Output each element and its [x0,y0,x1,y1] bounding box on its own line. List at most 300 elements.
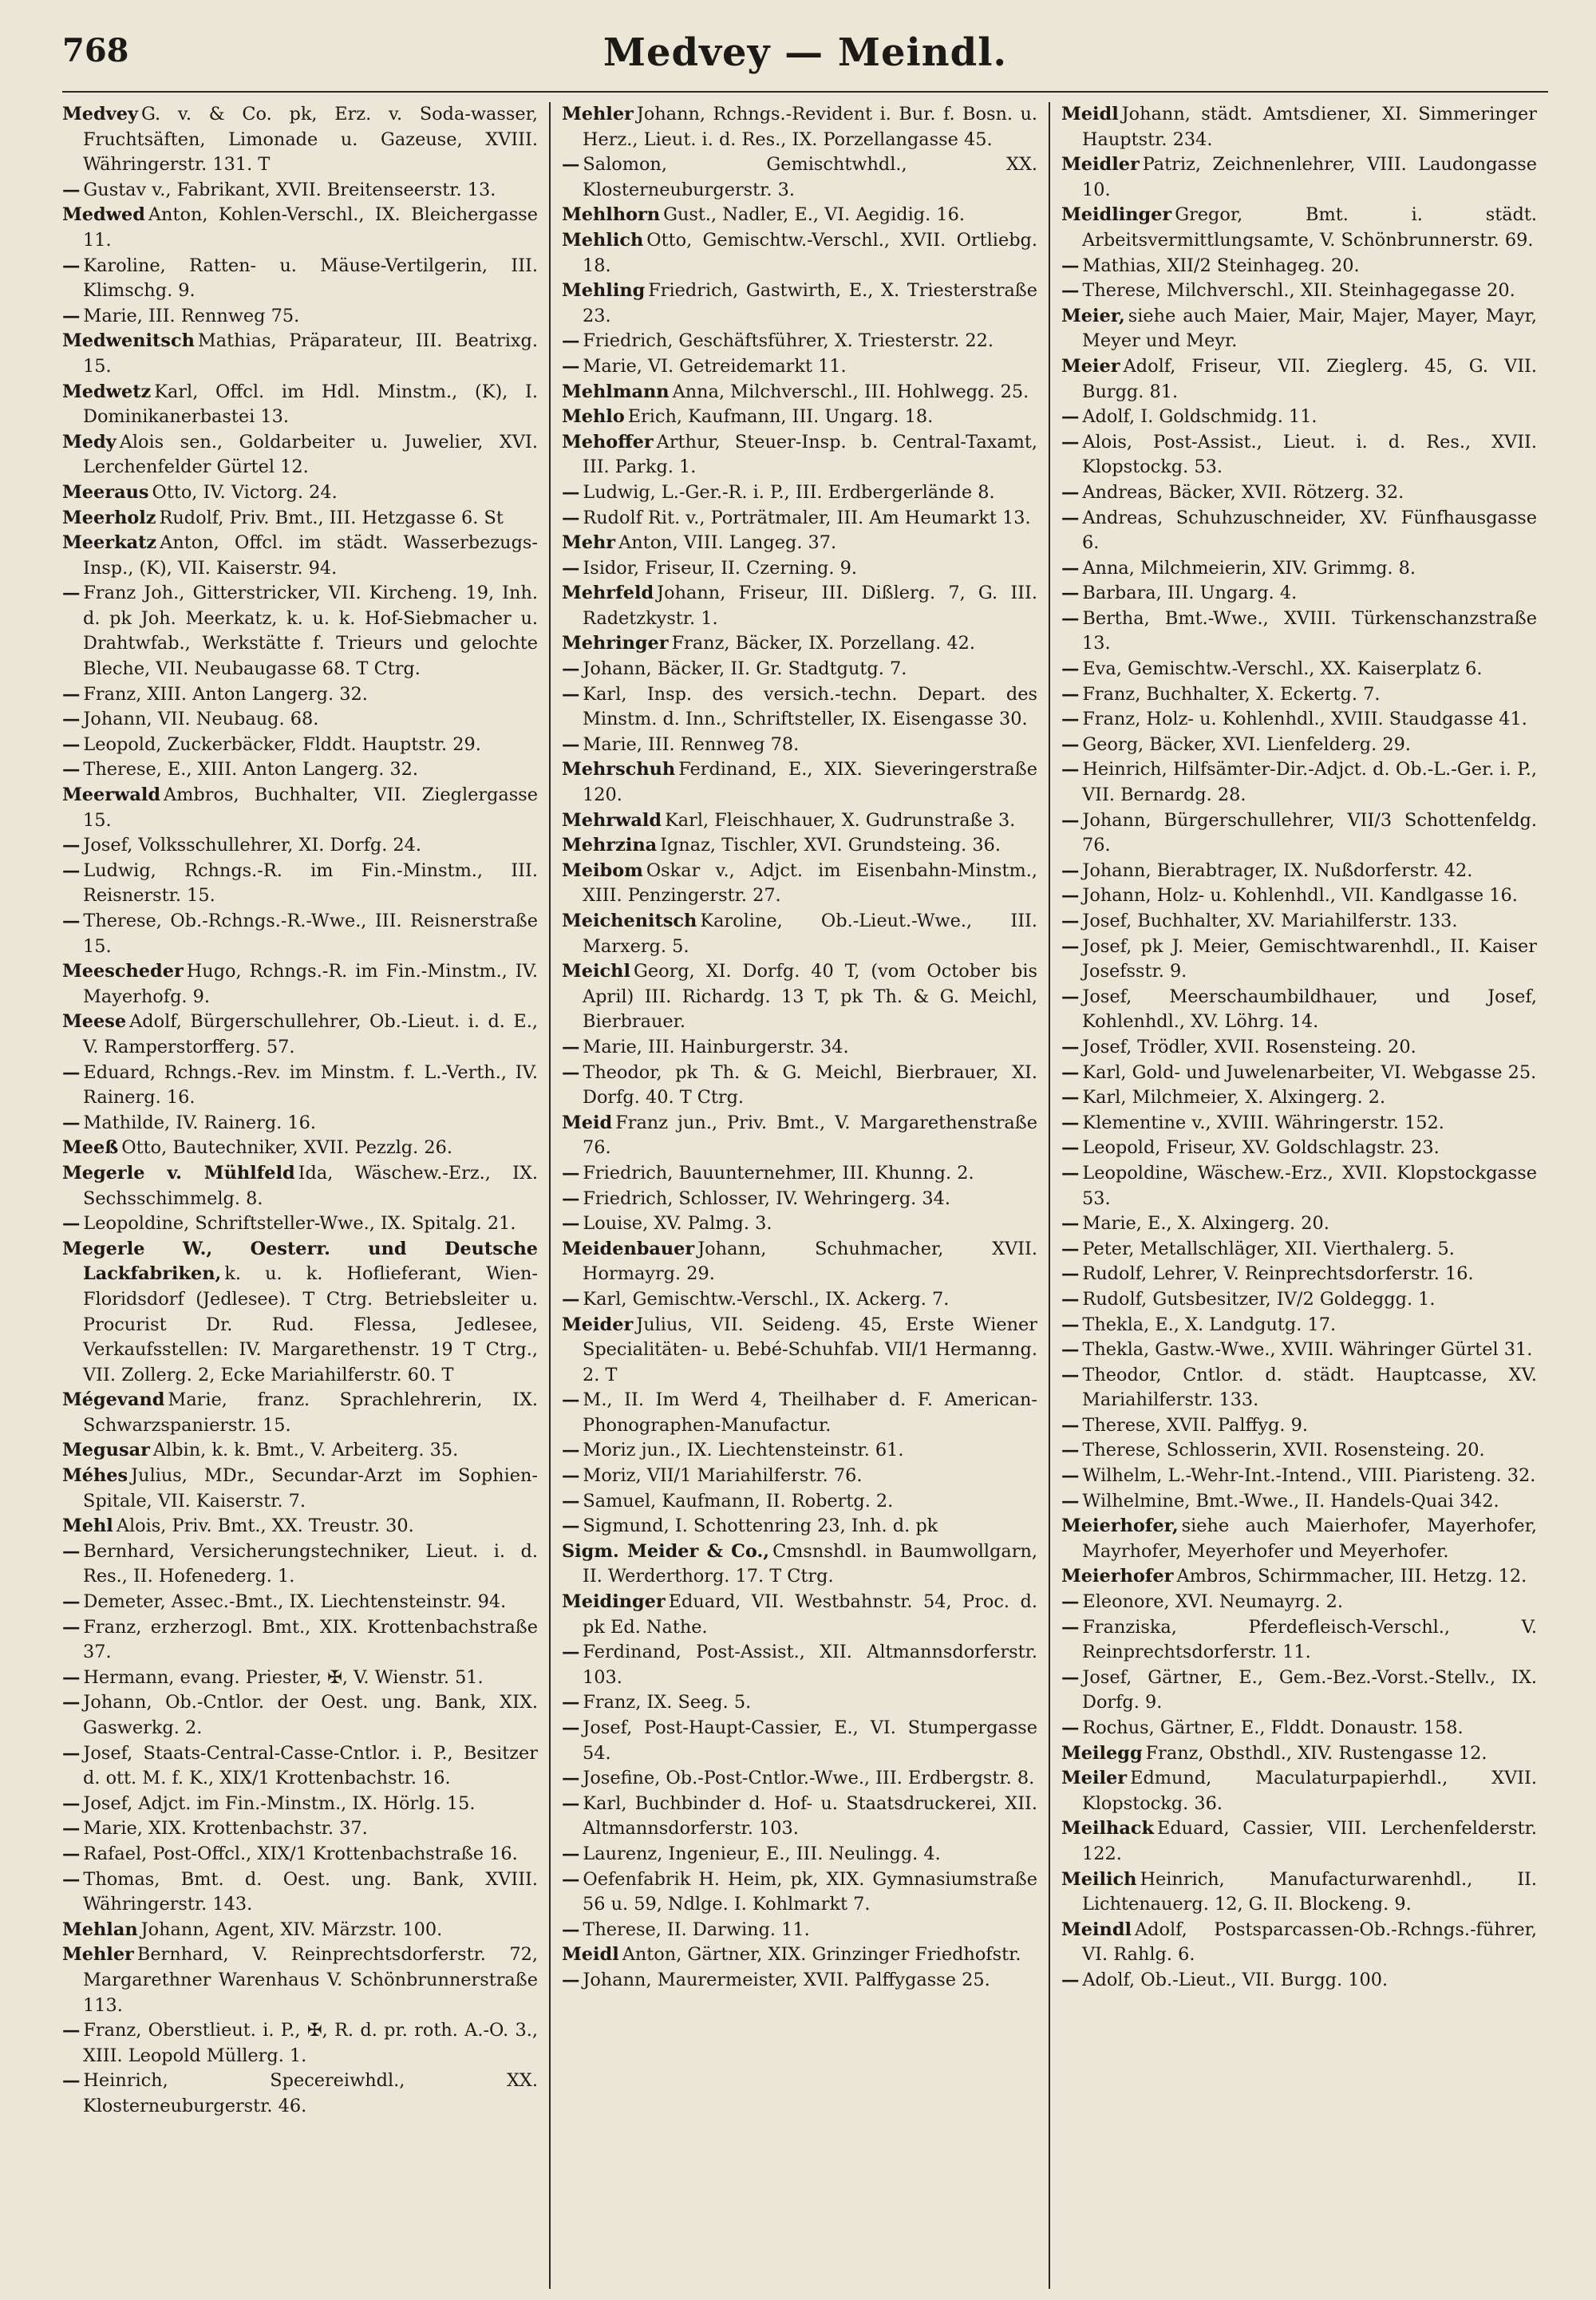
entry-name: Medwenitsch [62,330,195,352]
directory-entry [1061,909,1537,935]
entry-text: Peter, Metallschläger, XII. Vierthalerg. 5. [1082,1238,1455,1259]
entry-text: Johann, Schuhmacher, XVII. Hormayrg. 29. [583,1238,1037,1285]
directory-entry [562,909,1037,959]
entry-name: Meidler [1061,154,1140,176]
directory-entry [1061,1211,1537,1237]
entry-name: Meibom [562,860,643,881]
directory-entry [62,2069,538,2119]
entry-name: — [1061,1969,1080,1990]
entry-text: Anna, Milchverschl., III. Hohlwegg. 25. [672,381,1029,402]
entry-text: Leopoldine, Wäschew.-Erz., XVII. Klopstockgasse 53. [1082,1162,1537,1209]
entry-text: Franz, Buchhalter, X. Eckertg. 7. [1082,683,1381,705]
directory-entry [1061,1489,1537,1515]
entry-text: Gustav v., Fabrikant, XVII. Breitenseerstr. 13. [83,179,496,200]
directory-entry [562,581,1037,631]
entry-text: Johann, Friseur, III. Dißlerg. 7, G. III. Radetzkystr. 1. [583,583,1037,629]
entry-name: — [1061,1591,1080,1613]
entry-name: Sigm. Meider & Co., [562,1540,770,1562]
directory-entry [562,1489,1037,1515]
entry-text: Rudolf, Gutsbesitzer, IV/2 Goldeggg. 1. [1082,1288,1436,1310]
directory-entry [562,1640,1037,1690]
entry-text: Gust., Nadler, E., VI. Aegidig. 16. [663,204,965,226]
entry-text: Ida, Wäschew.-Erz., IX. Sechsschimmelg. 8. [83,1162,538,1209]
directory-entry [562,1237,1037,1287]
entry-text: Therese, II. Darwing. 11. [583,1919,810,1940]
entry-name: — [562,1465,580,1487]
entry-name: — [1061,481,1080,503]
directory-entry [562,833,1037,859]
entry-text: siehe auch Maier, Mair, Majer, Mayer, Mayr, Meyer und Meyr. [1082,305,1537,352]
entry-text: Therese, Schlosserin, XVII. Rosensteing. 20. [1082,1440,1485,1461]
entry-name: — [562,1768,580,1789]
entry-name: — [1061,1112,1080,1133]
entry-text: Josef, Adjct. im Fin.-Minstm., IX. Hörlg. 15. [83,1792,476,1814]
directory-entry [62,203,538,253]
directory-entry [62,1842,538,1867]
directory-entry [562,354,1037,380]
entry-text: Karl, Milchmeier, X. Alxingerg. 2. [1082,1087,1386,1109]
directory-entry [62,1741,538,1792]
page-number: 768 [62,32,129,69]
entry-name: Meerwald [62,784,161,806]
entry-text: Eduard, VII. Westbahnstr. 54, Proc. d. pk Ed. Nathe. [583,1591,1037,1638]
entry-text: Sigmund, I. Schottenring 23, Inh. d. pk [583,1516,938,1537]
entry-name: — [562,1061,580,1083]
entry-text: Wilhelmine, Bmt.-Wwe., II. Handels-Quai 342. [1082,1490,1499,1512]
entry-text: Johann, VII. Neubaug. 68. [83,709,319,730]
directory-entry [62,506,538,532]
entry-text: Bernhard, Versicherungstechniker, Lieut. i. d. Res., II. Hofenederg. 1. [83,1540,538,1587]
entry-text: Therese, XVII. Palffyg. 9. [1082,1414,1309,1436]
entry-name: — [562,1516,580,1537]
entry-text: Johann, Bierabtrager, IX. Nußdorferstr. 42. [1082,860,1473,881]
entry-name: — [1061,1036,1080,1057]
directory-entry [62,102,538,178]
directory-entry [562,733,1037,758]
entry-name: — [1061,1616,1080,1638]
directory-entry [62,859,538,909]
entry-name: — [562,355,580,377]
entry-name: Mehlmann [562,381,670,402]
entry-text: Leopold, Zuckerbäcker, Flddt. Hauptstr. 29. [83,733,481,755]
entry-text: Marie, III. Hainburgerstr. 34. [583,1036,849,1057]
entry-name: — [562,1389,580,1411]
entry-name: — [62,583,81,604]
entry-text: Eva, Gemischtw.-Verschl., XX. Kaiserplatz 6. [1082,658,1483,680]
entry-text: Bertha, Bmt.-Wwe., XVIII. Türkenschanzstraße 13. [1082,607,1537,654]
entry-text: Adolf, Postsparcassen-Ob.-Rchngs.-führer, VI. Rahlg. 6. [1082,1919,1537,1966]
entry-text: Andreas, Bäcker, XVII. Rötzerg. 32. [1082,481,1404,503]
entry-name: Mehlich [562,229,644,251]
entry-text: Hugo, Rchngs.-R. im Fin.-Minstm., IV. Mayerhofg. 9. [83,961,538,1007]
entry-name: — [562,1717,580,1738]
entry-name: Mehrschuh [562,759,676,780]
directory-entry [1061,808,1537,859]
entry-text: Erich, Kaufmann, III. Ungarg. 18. [627,406,934,428]
entry-text: Eduard, Cassier, VIII. Lerchenfelderstr. 122. [1082,1818,1537,1864]
entry-name: — [562,1919,580,1940]
entry-name: — [1061,1490,1080,1512]
entry-name: — [562,1213,580,1235]
directory-entry [562,102,1037,152]
entry-name: Meichl [562,961,630,982]
directory-entry [562,757,1037,808]
entry-name: Mehlo [562,406,625,428]
entry-text: Leopoldine, Schriftsteller-Wwe., IX. Spitalg. 21. [83,1213,516,1235]
entry-text: Arthur, Steuer-Insp. b. Central-Taxamt, III. Parkg. 1. [583,431,1037,478]
entry-text: Gregor, Bmt. i. städt. Arbeitsvermittlungsamte, V. Schönbrunnerstr. 69. [1082,204,1537,251]
entry-name: — [1061,1087,1080,1109]
entry-name: Meilhack [1061,1818,1154,1840]
directory-entry [1061,1564,1537,1590]
entry-name: — [1061,1339,1080,1361]
entry-name: Meichenitsch [562,911,697,931]
entry-text: Marie, franz. Sprachlehrerin, IX. Schwarzspanierstr. 15. [83,1389,538,1436]
directory-entry [62,1590,538,1615]
directory-entry [1061,1313,1537,1338]
directory-entry [1061,607,1537,657]
entry-name: Meierhofer [1061,1566,1174,1587]
directory-entry [562,279,1037,329]
entry-name: Meilegg [1061,1742,1143,1764]
entry-text: Alois, Post-Assist., Lieut. i. d. Res., XVII. Klopstockg. 53. [1082,431,1537,478]
directory-entry [62,1867,538,1918]
entry-name: — [62,1792,81,1814]
entry-name: Medwetz [62,381,152,402]
directory-entry [562,959,1037,1035]
entry-text: Ferdinand, Post-Assist., XII. Altmannsdorferstr. 103. [583,1642,1037,1688]
directory-entry [1061,480,1537,506]
entry-name: — [1061,1213,1080,1235]
entry-text: Rudolf, Priv. Bmt., III. Hetzgasse 6. St [159,507,504,528]
directory-entry [562,1590,1037,1640]
entry-name: Meeraus [62,481,149,503]
directory-entry [1061,859,1537,884]
entry-name: — [562,1868,580,1890]
entry-name: Meerkatz [62,532,157,554]
entry-name: — [62,255,81,276]
entry-text: siehe auch Maierhofer, Mayerhofer, Mayrhofer, Meyerhofer und Meyerhofer. [1082,1516,1537,1562]
entry-text: Edmund, Maculaturpapierhdl., XVII. Klopstockg. 36. [1082,1768,1537,1814]
entry-text: Rochus, Gärtner, E., Flddt. Donaustr. 158. [1082,1717,1464,1738]
entry-name: — [62,733,81,755]
entry-name: Mehrzina [562,835,658,856]
entry-text: Adolf, I. Goldschmidg. 11. [1082,406,1317,428]
entry-text: Mathias, XII/2 Steinhageg. 20. [1082,255,1360,276]
entry-name: — [1061,1263,1080,1285]
entry-text: Hermann, evang. Priester, ✠, V. Wienstr. 51. [83,1666,484,1688]
directory-entry [1061,1741,1537,1767]
directory-entry [62,1388,538,1438]
directory-entry [62,682,538,708]
directory-entry [562,859,1037,909]
entry-text: Patriz, Zeichnenlehrer, VIII. Laudongasse 10. [1082,154,1537,200]
directory-entry [62,1690,538,1741]
directory-entry [1061,102,1537,152]
entry-name: Mehringer [562,633,669,654]
entry-text: Therese, Ob.-Rchngs.-R.-Wwe., III. Reisnerstraße 15. [83,911,538,957]
directory-entry [562,1211,1037,1237]
directory-entry [562,405,1037,430]
entry-text: Leopold, Friseur, XV. Goldschlagstr. 23. [1082,1137,1440,1159]
entry-name: Meidinger [562,1591,666,1613]
entry-text: Marie, VI. Getreidemarkt 11. [583,355,847,377]
entry-text: Wilhelm, L.-Wehr-Int.-Intend., VIII. Piaristeng. 32. [1082,1465,1536,1487]
entry-name: — [1061,507,1080,528]
entry-name: Meierhofer, [1061,1516,1179,1537]
entry-name: Meider [562,1314,634,1335]
directory-entry [1061,707,1537,733]
directory-entry [1061,1968,1537,1994]
entry-text: Ludwig, Rchngs.-R. im Fin.-Minstm., III. Reisnerstr. 15. [83,860,538,907]
directory-entry [1061,1262,1537,1287]
directory-entry [62,783,538,833]
entry-name: — [62,683,81,705]
entry-name: — [562,154,580,176]
directory-entry [562,1514,1037,1539]
entry-name: Meier, [1061,305,1125,326]
entry-text: Georg, Bäcker, XVI. Lienfelderg. 29. [1082,733,1411,755]
entry-name: — [62,1616,81,1638]
entry-name: Méhes [62,1465,128,1487]
directory-entry [1061,405,1537,430]
entry-name: — [1061,431,1080,452]
entry-text: Louise, XV. Palmg. 3. [583,1213,772,1235]
directory-entry [562,228,1037,279]
entry-text: Therese, E., XIII. Anton Langerg. 32. [83,759,419,780]
directory-entry [1061,1918,1537,1968]
entry-text: Julius, VII. Seideng. 45, Erste Wiener Specialitäten- u. Bebé-Schuhfab. VII/1 Hermanng. 2. T [583,1314,1037,1385]
entry-name: — [62,835,81,856]
directory-entry [562,1968,1037,1994]
entry-name: Medwed [62,204,145,226]
directory-entry [1061,883,1537,909]
entry-name: — [562,1490,580,1512]
entry-text: Karl, Offcl. im Hdl. Minstm., (K), I. Dominikanerbastei 13. [83,381,538,428]
entry-name: — [62,179,81,200]
entry-name: — [1061,986,1080,1007]
entry-name: Meerholz [62,507,156,528]
entry-text: Adolf, Friseur, VII. Zieglerg. 45, G. VII. Burgg. 81. [1082,355,1537,402]
directory-entry [562,152,1037,203]
entry-text: Karl, Gemischtw.-Verschl., IX. Ackerg. 7. [583,1288,950,1310]
entry-name: Meidl [562,1944,619,1966]
entry-text: Theodor, Cntlor. d. städt. Hauptcasse, XV. Mariahilferstr. 133. [1082,1364,1537,1411]
entry-name: — [62,1868,81,1890]
entry-name: Mehrwald [562,809,662,831]
directory-entry [562,1035,1037,1061]
entry-text: Thomas, Bmt. d. Oest. ung. Bank, XVIII. Währingerstr. 143. [83,1868,538,1915]
directory-entry [562,631,1037,657]
entry-text: Eleonore, XVI. Neumayrg. 2. [1082,1591,1344,1613]
entry-text: Anton, Gärtner, XIX. Grinzinger Friedhofstr. [622,1944,1021,1966]
entry-name: — [1061,1666,1080,1688]
entry-text: Johann, Bürgerschullehrer, VII/3 Schottenfeldg. 76. [1082,809,1537,856]
entry-name: — [562,1969,580,1990]
entry-name: Meilich [1061,1868,1137,1890]
directory-entry [1061,1590,1537,1615]
entry-name: Meidlinger [1061,204,1172,226]
directory-entry [1061,304,1537,354]
directory-entry [62,430,538,480]
entry-text: Ferdinand, E., XIX. Sieveringerstraße 120. [583,759,1037,806]
entry-text: Marie, XIX. Krottenbachstr. 37. [83,1818,368,1840]
entry-name: — [62,1843,81,1864]
entry-name: — [62,709,81,730]
entry-name: Medy [62,431,117,452]
entry-text: Johann, Agent, XIV. Märzstr. 100. [140,1919,443,1940]
entry-name: — [562,330,580,352]
entry-name: — [1061,658,1080,680]
entry-name: — [62,1818,81,1840]
entry-name: — [1061,1440,1080,1461]
directory-entry [1061,682,1537,708]
entry-text: Otto, Bautechniker, XVII. Pezzlg. 26. [121,1137,452,1159]
entry-name: — [1061,935,1080,957]
entry-name: — [1061,885,1080,907]
directory-entry [562,1690,1037,1716]
directory-entry [1061,581,1537,607]
directory-entry [1061,1438,1537,1464]
entry-text: Franz jun., Priv. Bmt., V. Margarethenstraße 76. [583,1112,1037,1159]
entry-name: Mehrfeld [562,583,654,604]
entry-text: Moriz jun., IX. Liechtensteinstr. 61. [583,1440,904,1461]
directory-entry [562,1464,1037,1489]
entry-name: — [1061,809,1080,831]
entry-name: — [1061,255,1080,276]
directory-entry [1061,657,1537,682]
entry-text: Ignaz, Tischler, XVI. Grundsteing. 36. [660,835,1001,856]
entry-name: — [1061,607,1080,629]
directory-entry [1061,152,1537,203]
directory-entry [1061,1111,1537,1136]
directory-entry [562,480,1037,506]
entry-text: Josefine, Ob.-Post-Cntlor.-Wwe., III. Erdbergstr. 8. [583,1768,1035,1789]
entry-name: — [1061,709,1080,730]
entry-name: Mehl [62,1516,113,1537]
entry-name: — [1061,1238,1080,1259]
entry-name: — [562,1036,580,1057]
directory-entry [1061,757,1537,808]
entry-text: k. u. k. Hoflieferant, Wien-Floridsdorf (Jedlesee). T Ctrg. Betriebsleiter u. Procurist Dr. Rud. Flessa, Jedlesee, Verkaufsstellen: IV. Margarethenstr. 19 T Ctrg., VII. Zollerg. 2, Ecke Mariahilferstr. 60. T [83,1263,538,1385]
entry-name: — [1061,1364,1080,1385]
entry-text: Friedrich, Bauunternehmer, III. Khunng. 2. [583,1162,974,1184]
entry-name: — [62,1742,81,1764]
entry-name: — [1061,1314,1080,1335]
entry-text: M., II. Im Werd 4, Theilhaber d. F. American-Phonographen-Manufactur. [583,1389,1037,1436]
directory-entry [562,380,1037,405]
entry-name: — [1061,683,1080,705]
entry-text: Albin, k. k. Bmt., V. Arbeiterg. 35. [152,1440,459,1461]
entry-text: Karl, Gold- und Juwelenarbeiter, VI. Webgasse 25. [1082,1061,1537,1083]
entry-name: — [562,1792,580,1814]
directory-entry [562,1313,1037,1389]
entry-text: Klementine v., XVIII. Währingerstr. 152. [1082,1112,1444,1133]
directory-entry [1061,1615,1537,1666]
entry-name: — [1061,1414,1080,1436]
directory-entry [62,1918,538,1943]
directory-entry [562,808,1037,834]
entry-text: Johann, Maurermeister, XVII. Palffygasse 25. [583,1969,990,1990]
directory-entry [62,707,538,733]
entry-name: Mehlhorn [562,204,661,226]
directory-entry [62,1237,538,1389]
entry-name: Meier [1061,355,1120,377]
entry-text: Samuel, Kaufmann, II. Robertg. 2. [583,1490,894,1512]
directory-entry [62,1539,538,1590]
page-header [62,29,1548,93]
entry-name: — [62,911,81,931]
directory-entry [562,1942,1037,1968]
entry-text: Karl, Fleischhauer, X. Gudrunstraße 3. [665,809,1016,831]
entry-name: — [1061,911,1080,931]
entry-name: — [1061,1061,1080,1083]
directory-entry [62,1792,538,1817]
entry-text: G. v. & Co. pk, Erz. v. Soda-wasser, Fruchtsäften, Limonade u. Gazeuse, XVIII. Währingerstr. 131. T [83,104,538,176]
directory-entry [62,833,538,859]
entry-text: Moriz, VII/1 Mariahilferstr. 76. [583,1465,863,1487]
entry-text: Franziska, Pferdefleisch-Verschl., V. Reinprechtsdorferstr. 11. [1082,1616,1537,1663]
entry-text: Franz, IX. Seeg. 5. [583,1692,752,1713]
directory-entry [1061,1867,1537,1918]
directory-entry [1061,1413,1537,1439]
entry-name: — [562,481,580,503]
entry-name: Meidl [1061,104,1119,124]
directory-entry [562,1716,1037,1766]
directory-entry [1061,1085,1537,1111]
entry-name: Meiler [1061,1768,1128,1789]
entry-name: — [62,759,81,780]
entry-name: — [562,683,580,705]
entry-name: Mégevand [62,1389,165,1411]
directory-entry [562,1918,1037,1943]
entry-text: Andreas, Schuhzuschneider, XV. Fünfhausgasse 6. [1082,507,1537,554]
entry-text: Karl, Buchbinder d. Hof- u. Staatsdruckerei, XII. Altmannsdorferstr. 103. [583,1792,1037,1840]
column-2 [549,102,1049,2289]
directory-entry [1061,1035,1537,1061]
entry-text: Thekla, E., X. Landgutg. 17. [1082,1314,1337,1335]
entry-text: Josef, Buchhalter, XV. Mariahilferstr. 133. [1082,911,1458,931]
entry-name: — [1061,557,1080,579]
entry-text: Georg, XI. Dorfg. 40 T, (vom October bis April) III. Richardg. 13 T, pk Th. & G. Meichl, Bierbrauer. [583,961,1037,1033]
directory-entry [562,1842,1037,1867]
directory-entry [62,1111,538,1136]
directory-entry [562,1161,1037,1187]
directory-entry [62,1666,538,1691]
entry-text: Otto, Gemischtw.-Verschl., XVII. Ortliebg. 18. [583,229,1037,276]
directory-entry [562,1438,1037,1464]
entry-text: Johann, Holz- u. Kohlenhdl., VII. Kandlgasse 16. [1082,885,1518,907]
entry-text: Demeter, Assec.-Bmt., IX. Liechtensteinstr. 94. [83,1591,507,1613]
directory-entry [62,380,538,430]
directory-entry [562,1061,1037,1111]
entry-text: Johann, Bäcker, II. Gr. Stadtgutg. 7. [583,658,907,680]
entry-name: — [62,1540,81,1562]
entry-text: Isidor, Friseur, II. Czerning. 9. [583,557,857,579]
entry-name: — [62,1692,81,1713]
entry-name: — [1061,1288,1080,1310]
directory-entry [1061,1363,1537,1413]
directory-entry [62,1211,538,1237]
entry-text: Josef, Trödler, XVII. Rosensteing. 20. [1082,1036,1416,1057]
entry-name: — [562,658,580,680]
directory-entry [62,1010,538,1060]
directory-entry [1061,279,1537,304]
directory-columns [62,102,1548,2289]
entry-name: — [1061,860,1080,881]
entry-text: Alois sen., Goldarbeiter u. Juwelier, XVI. Lerchenfelder Gürtel 12. [83,431,538,478]
directory-entry [1061,354,1537,405]
